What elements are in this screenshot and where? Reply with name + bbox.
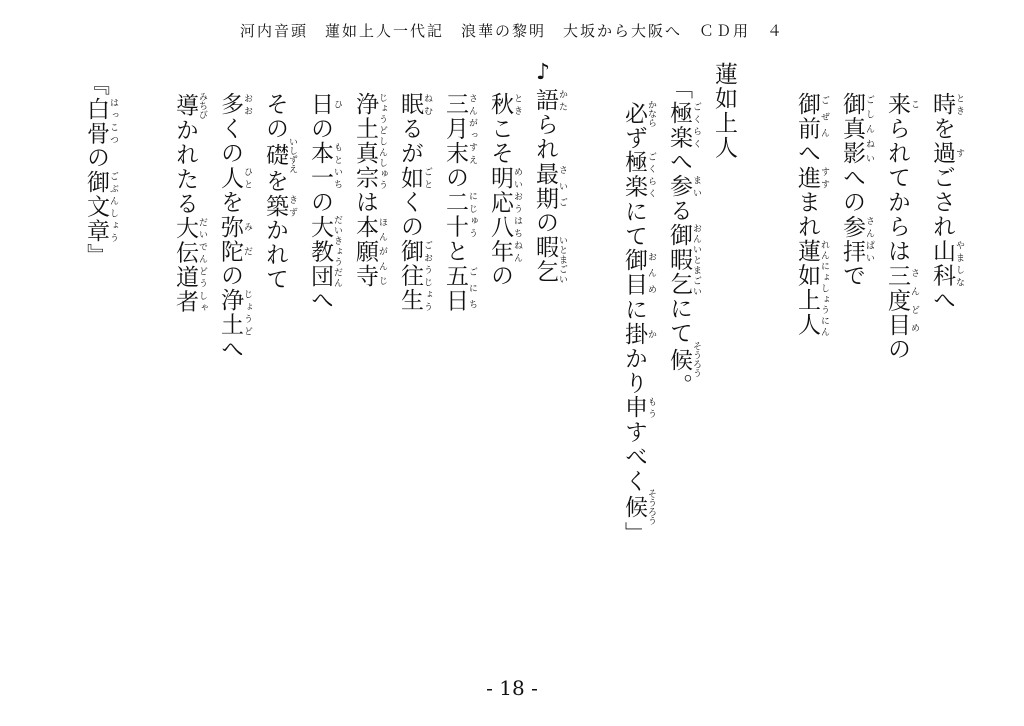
- ruby-reading: ごにち: [467, 263, 477, 313]
- ruby-word: 御前 ごぜん: [794, 92, 829, 141]
- ruby-reading: ごおうじょう: [422, 239, 432, 313]
- text-segment: 「: [666, 76, 692, 101]
- text-segment: ず: [621, 125, 647, 151]
- ruby-word: 最期 さいご: [532, 161, 567, 211]
- text-segment: の: [487, 263, 513, 288]
- music-note-icon: ♪: [536, 60, 551, 85]
- text-segment: こそ: [487, 116, 513, 166]
- ruby-word: 如 ごと: [397, 165, 432, 190]
- ruby-reading: さんがっすえ: [467, 92, 477, 166]
- lyric-line-1: [930, 92, 964, 313]
- ruby-word: 語 かた: [532, 88, 567, 113]
- text-segment: に: [621, 297, 647, 322]
- ruby-reading: だいでんどうしゃ: [197, 215, 207, 314]
- ruby-word: 五日 ごにち: [442, 263, 477, 313]
- ruby-reading: ごくらく: [691, 100, 701, 150]
- lyric-line-9: [488, 92, 522, 288]
- ruby-reading: ごくらく: [646, 150, 656, 200]
- text-segment: の: [532, 210, 558, 235]
- ruby-reading: ほんがんじ: [377, 214, 387, 288]
- text-segment: くの: [217, 116, 243, 166]
- ruby-reading: ごぜん: [819, 92, 829, 141]
- text-segment: 。: [666, 373, 692, 398]
- ruby-word: 浄土 じょうど: [217, 288, 252, 337]
- text-segment: で: [839, 263, 865, 288]
- ruby-word: 導 みちび: [172, 92, 207, 119]
- text-segment: 『: [83, 72, 109, 97]
- ruby-reading: す: [954, 141, 964, 166]
- text-segment: 」: [621, 521, 647, 546]
- text-segment: その: [262, 92, 288, 141]
- ruby-reading: さんどめ: [909, 263, 919, 337]
- ruby-word: 暇乞 いとまごい: [532, 235, 567, 284]
- ruby-reading: とき: [512, 92, 522, 117]
- text-segment: 』: [83, 243, 109, 268]
- ruby-word: 三月末 さんがっすえ: [442, 92, 477, 166]
- text-segment: るが: [397, 116, 423, 166]
- ruby-word: 候 そうろう: [666, 341, 701, 378]
- lyric-line-4: [795, 92, 829, 337]
- text-segment: にて: [621, 199, 647, 249]
- lyric-line-17: [84, 72, 118, 268]
- ruby-word: 築 きず: [262, 193, 297, 218]
- lyric-line-11: [398, 92, 432, 313]
- ruby-word: 掛 か: [621, 321, 656, 347]
- ruby-reading: ひ: [332, 92, 342, 117]
- lyric-line-8: [533, 88, 567, 284]
- ruby-reading: みちび: [197, 92, 207, 119]
- lyric-line-7: [622, 100, 656, 546]
- lyric-line-10: [443, 92, 477, 313]
- ruby-reading: めいおうはちねん: [512, 165, 522, 264]
- text-segment: ごされ: [929, 165, 955, 239]
- ruby-reading: おんめ: [646, 248, 656, 298]
- text-segment: への: [839, 165, 865, 215]
- ruby-word: 御往生 ごおうじょう: [397, 239, 432, 313]
- ruby-reading: みだ: [242, 214, 252, 264]
- text-segment: へ: [307, 288, 333, 313]
- text-segment: へ: [794, 141, 820, 166]
- ruby-reading: だいきょうだん: [332, 214, 342, 288]
- text-segment: る: [666, 198, 692, 223]
- lyric-line-5: [712, 62, 735, 160]
- ruby-word: 候 そうろう: [621, 489, 656, 526]
- text-segment: の: [307, 116, 333, 141]
- ruby-word: 参拝 さんぱい: [839, 214, 874, 264]
- ruby-word: 白骨 はっこつ: [83, 96, 118, 146]
- ruby-word: 眠 ねむ: [397, 92, 432, 117]
- ruby-reading: そうろう: [646, 489, 656, 526]
- text-segment: を: [217, 190, 243, 215]
- text-segment: まれ: [794, 190, 820, 239]
- ruby-word: 必 かなら: [621, 100, 656, 127]
- ruby-reading: かなら: [646, 100, 656, 127]
- lyric-line-14: [263, 92, 297, 292]
- ruby-reading: こ: [909, 92, 919, 117]
- ruby-word: 山科 やましな: [929, 239, 964, 288]
- ruby-word: 御暇乞 おんいとまごい: [666, 223, 701, 297]
- text-segment: くの: [397, 190, 423, 239]
- page-number: - 18 -: [486, 676, 538, 700]
- text-segment: へ: [929, 288, 955, 313]
- text-segment: かり: [621, 346, 647, 396]
- lyric-line-16: [173, 92, 207, 314]
- text-segment: へ: [217, 337, 243, 362]
- ruby-word: 浄土真宗 じょうどしんしゅう: [352, 92, 387, 190]
- lyric-line-6: [667, 76, 701, 398]
- text-segment: の: [83, 145, 109, 170]
- ruby-reading: おんいとまごい: [691, 223, 701, 297]
- ruby-reading: ごぶんしょう: [108, 170, 118, 244]
- ruby-reading: にじゅう: [467, 190, 477, 239]
- ruby-word: 日 ひ: [307, 92, 342, 117]
- text-segment: られ: [532, 112, 558, 162]
- text-segment: られてからは: [884, 116, 910, 264]
- text-segment: 蓮如上人: [711, 62, 737, 160]
- ruby-reading: ねむ: [422, 92, 432, 117]
- text-segment: を: [929, 116, 955, 141]
- ruby-reading: ひと: [242, 165, 252, 190]
- ruby-word: 弥陀 みだ: [217, 214, 252, 264]
- ruby-word: 過 す: [929, 141, 964, 166]
- text-segment: へ: [666, 149, 692, 174]
- ruby-reading: とき: [954, 92, 964, 117]
- ruby-reading: やましな: [954, 239, 964, 288]
- ruby-reading: まい: [691, 174, 701, 199]
- ruby-reading: はっこつ: [108, 96, 118, 146]
- ruby-word: 蓮如上人 れんにょしょうにん: [794, 239, 829, 337]
- text-segment: と: [442, 239, 468, 264]
- ruby-word: 進 すす: [794, 165, 829, 190]
- ruby-reading: じょうど: [242, 288, 252, 337]
- ruby-reading: ごしんねい: [864, 92, 874, 166]
- ruby-word: 二十 にじゅう: [442, 190, 477, 239]
- ruby-word: 時 とき: [929, 92, 964, 117]
- ruby-reading: か: [646, 321, 656, 347]
- ruby-word: 人 ひと: [217, 165, 252, 190]
- text-segment: の: [442, 165, 468, 190]
- ruby-reading: すす: [819, 165, 829, 190]
- ruby-reading: もう: [646, 395, 656, 420]
- page-header: 河内音頭 蓮如上人一代記 浪華の黎明 大坂から大阪へ ＣＤ用 ４: [239, 22, 784, 40]
- text-segment: の: [307, 190, 333, 215]
- lyric-line-2: [885, 92, 919, 362]
- ruby-word: 本一 もといち: [307, 141, 342, 190]
- ruby-word: 大伝道者 だいでんどうしゃ: [172, 215, 207, 314]
- text-segment: かれて: [262, 218, 288, 292]
- text-segment: は: [352, 190, 378, 215]
- ruby-word: 礎 いしずえ: [262, 137, 297, 173]
- ruby-reading: じょうどしんしゅう: [377, 92, 387, 190]
- ruby-word: 御目 おんめ: [621, 248, 656, 298]
- lyric-line-15: [218, 92, 252, 362]
- ruby-reading: さんぱい: [864, 214, 874, 264]
- ruby-reading: いしずえ: [287, 137, 297, 173]
- ruby-word: 参 まい: [666, 174, 701, 199]
- text-segment: にて: [666, 296, 692, 346]
- ruby-word: 御文章 ごぶんしょう: [83, 170, 118, 244]
- ruby-reading: おお: [242, 92, 252, 117]
- ruby-word: 極楽 ごくらく: [621, 150, 656, 200]
- lyric-line-12: [353, 92, 387, 288]
- ruby-reading: いとまごい: [557, 235, 567, 284]
- ruby-reading: ごと: [422, 165, 432, 190]
- ruby-reading: かた: [557, 88, 567, 113]
- lyric-line-13: [308, 92, 342, 313]
- text-segment: を: [262, 169, 288, 194]
- ruby-word: 本願寺 ほんがんじ: [352, 214, 387, 288]
- ruby-reading: れんにょしょうにん: [819, 239, 829, 337]
- ruby-reading: そうろう: [691, 341, 701, 378]
- ruby-word: 三度目 さんどめ: [884, 263, 919, 337]
- ruby-word: 多 おお: [217, 92, 252, 117]
- ruby-word: 極楽 ごくらく: [666, 100, 701, 150]
- ruby-word: 秋 とき: [487, 92, 522, 117]
- ruby-reading: もといち: [332, 141, 342, 190]
- text-segment: の: [217, 263, 243, 288]
- ruby-word: 御真影 ごしんねい: [839, 92, 874, 166]
- ruby-reading: さいご: [557, 161, 567, 211]
- ruby-word: 申 もう: [621, 395, 656, 420]
- text-segment: すべく: [621, 419, 647, 494]
- ruby-word: 大教団 だいきょうだん: [307, 214, 342, 288]
- text-segment: かれたる: [172, 117, 198, 216]
- lyric-line-3: [840, 92, 874, 288]
- text-segment: の: [884, 337, 910, 362]
- ruby-word: 明応八年 めいおうはちねん: [487, 165, 522, 264]
- ruby-word: 来 こ: [884, 92, 919, 117]
- ruby-reading: きず: [287, 193, 297, 218]
